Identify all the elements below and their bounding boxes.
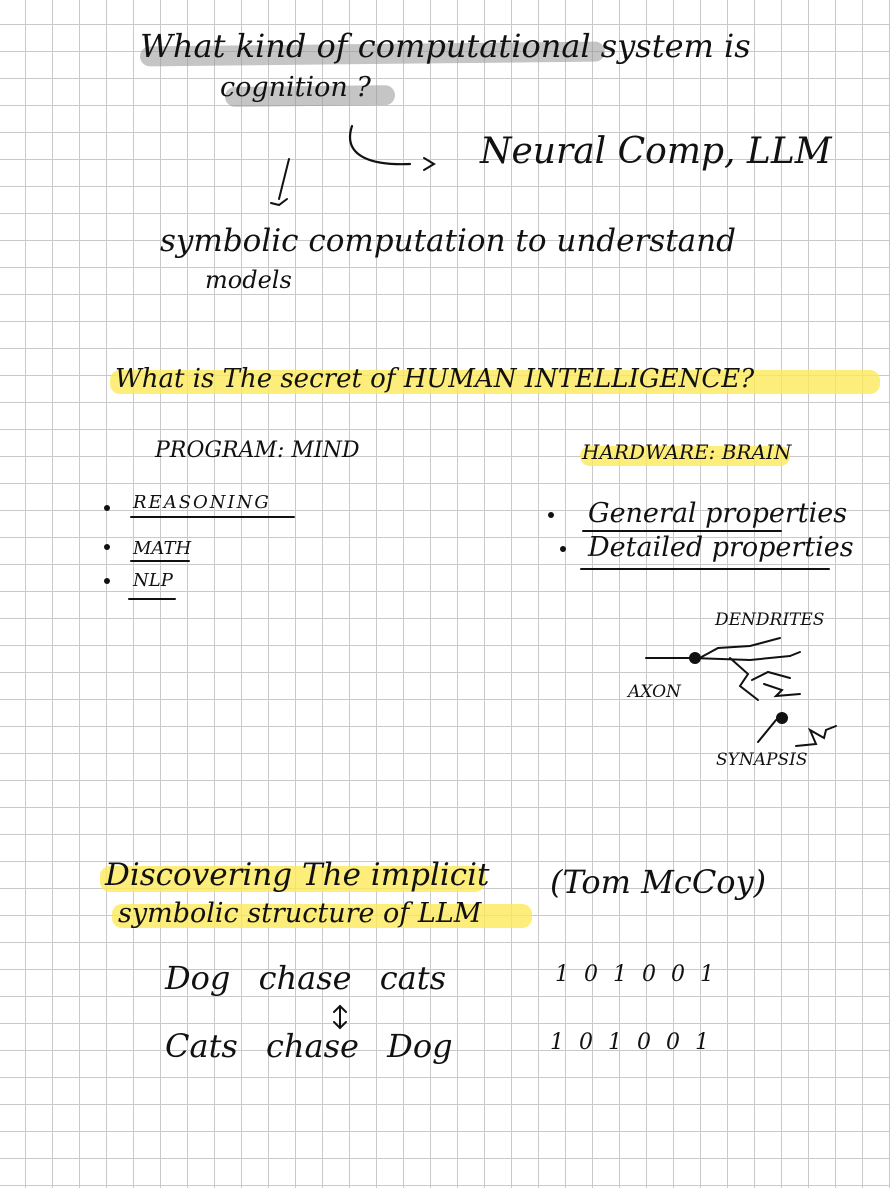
dendrites-label: DENDRITES — [715, 610, 825, 630]
symbolic-computation-line1: symbolic computation to understand — [160, 223, 736, 259]
detailed-underline — [580, 568, 830, 570]
hardware-item-general: General properties — [588, 498, 848, 529]
bullet-detailed — [560, 546, 566, 552]
section3-title-line2: symbolic structure of LLM — [118, 898, 482, 929]
section1-title-line1: What kind of computational system is — [140, 27, 751, 65]
program-item-nlp: NLP — [133, 570, 173, 591]
bullet-nlp — [104, 578, 110, 584]
down-arrow-icon — [265, 155, 305, 215]
hardware-heading: HARDWARE: BRAIN — [582, 440, 792, 464]
neural-comp-label: Neural Comp, LLM — [480, 131, 832, 172]
axon-label: AXON — [628, 682, 681, 702]
section3-title-line1: Discovering The implicit — [105, 857, 490, 893]
program-item-math: MATH — [133, 538, 192, 559]
neuron-sketch-icon — [640, 630, 850, 760]
sentence-2: Cats chase Dog — [165, 1027, 453, 1065]
curved-arrow-icon — [340, 120, 450, 180]
program-heading: PROGRAM: MIND — [155, 438, 360, 463]
nlp-underline — [128, 598, 176, 600]
reasoning-underline — [130, 516, 295, 518]
section1-title-line2: cognition ? — [220, 72, 371, 103]
bits-1: 1 0 1 0 0 1 — [555, 962, 718, 987]
bullet-reasoning — [104, 505, 110, 511]
hardware-item-detailed: Detailed properties — [588, 532, 854, 563]
symbolic-computation-line2: models — [205, 266, 292, 294]
sentence-1: Dog chase cats — [165, 959, 446, 997]
bullet-general — [548, 512, 554, 518]
bullet-math — [104, 544, 110, 550]
section2-title: What is The secret of HUMAN INTELLIGENCE? — [115, 364, 755, 394]
synapsis-label: SYNAPSIS — [716, 750, 808, 770]
program-item-reasoning: REASONING — [133, 492, 271, 513]
bits-2: 1 0 1 0 0 1 — [550, 1030, 713, 1055]
math-underline — [130, 560, 190, 562]
author-label: (Tom McCoy) — [550, 863, 767, 901]
